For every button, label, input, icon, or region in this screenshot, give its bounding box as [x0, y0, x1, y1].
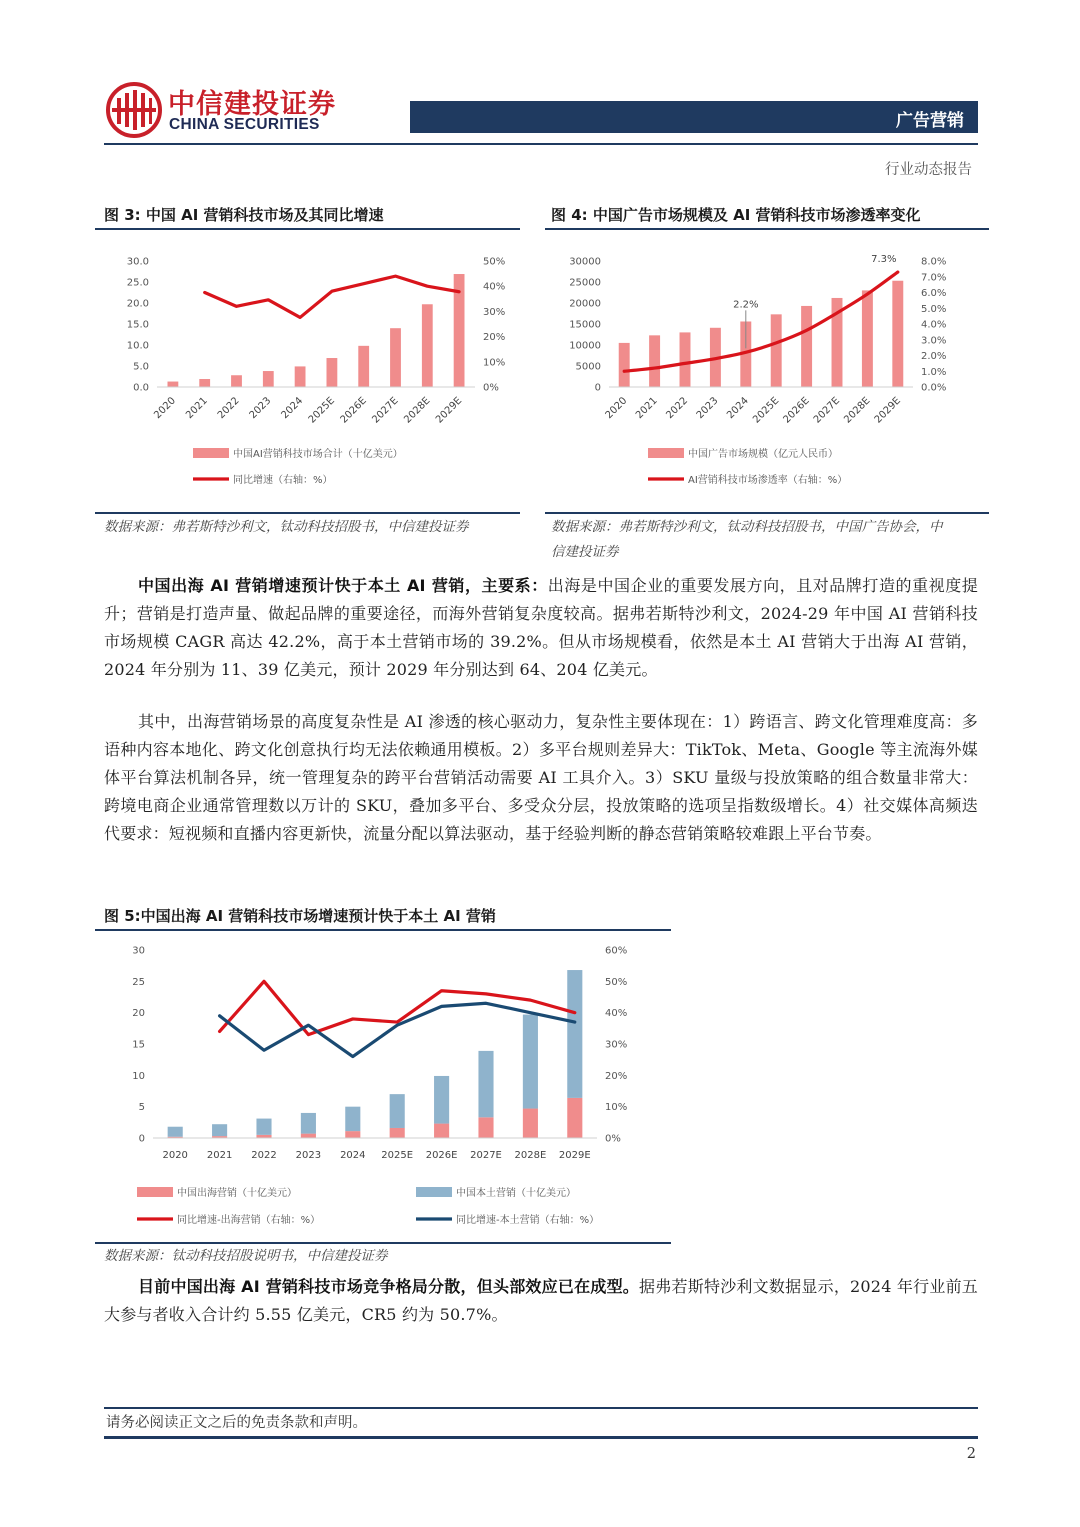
bar-primary [263, 371, 274, 387]
legend-label: 中国本土营销（十亿美元） [456, 1188, 576, 1199]
bar-primary [478, 1117, 493, 1138]
category-label: 2023 [247, 395, 274, 422]
bar-secondary [256, 1119, 271, 1135]
legend-label: 同比增速（右轴：%） [233, 475, 333, 486]
report-type: 行业动态报告 [885, 162, 972, 178]
bar-secondary [390, 1094, 405, 1128]
figure-5-source: 数据来源：钛动科技招股说明书，中信建投证券 [104, 1248, 388, 1264]
right-axis-tick-label: 20% [605, 1070, 628, 1082]
left-axis-tick-label: 15 [132, 1039, 145, 1051]
right-axis-tick-label: 50% [483, 256, 506, 268]
figure-4-top-rule [545, 228, 989, 230]
bar-primary [422, 304, 433, 387]
legend-swatch-bar [648, 448, 684, 458]
legend-label: 中国AI营销科技市场合计（十亿美元） [233, 449, 403, 460]
right-axis-tick-label: 40% [605, 1008, 628, 1020]
category-label: 2029E [558, 1150, 591, 1161]
left-axis-tick-label: 0 [594, 382, 601, 394]
paragraph-1-lead: 中国出海 AI 营销增速预计快于本土 AI 营销，主要系： [138, 576, 548, 595]
bar-secondary [301, 1113, 316, 1134]
bar-secondary [478, 1051, 493, 1117]
bar-primary [326, 358, 337, 387]
right-axis-tick-label: 10% [605, 1102, 628, 1114]
left-axis-tick-label: 30000 [569, 256, 601, 268]
figure-5-chart [95, 938, 671, 1240]
bar-primary [619, 343, 630, 387]
right-axis-tick-label: 60% [605, 945, 628, 957]
right-axis-tick-label: 7.0% [921, 272, 947, 284]
series-line-1 [624, 272, 898, 371]
right-axis-tick-label: 30% [605, 1039, 628, 1051]
figure-3-top-rule [95, 228, 520, 230]
bar-primary [523, 1109, 538, 1138]
left-axis-tick-label: 20.0 [126, 298, 149, 310]
paragraph-1 [104, 572, 978, 684]
bar-primary [892, 281, 903, 387]
category-label: 2028E [402, 395, 433, 426]
category-label: 2022 [251, 1150, 277, 1161]
figure-4-source-line1: 数据来源：弗若斯特沙利文，钛动科技招股书，中国广告协会，中 [551, 519, 943, 535]
bar-primary [199, 379, 210, 387]
category-label: 2027E [470, 1150, 502, 1161]
category-label: 2024 [279, 395, 306, 422]
left-axis-tick-label: 25 [132, 976, 145, 988]
left-axis-tick-label: 30 [132, 945, 145, 957]
left-axis-tick-label: 5 [138, 1102, 145, 1114]
legend-label: 同比增速-本土营销（右轴：%） [456, 1215, 600, 1226]
category-label: 2021 [633, 395, 660, 422]
category-label: 2027E [811, 395, 843, 426]
left-axis-tick-label: 25.0 [126, 277, 149, 289]
paragraph-2-text: 其中，出海营销场景的高度复杂性是 AI 渗透的核心驱动力，复杂性主要体现在：1）跨语言、跨文化管理难度高：多语种内容本地化、跨文化创意执行均无法依赖通用模板。2）多平台规则差异大：TikTok、Meta、Google 等主流海外媒体平台算法机制各异，统一管理复杂的跨平台营销活动需要 AI 工具介入。3）SKU 量级与投放策略的组合数量非常大：跨境电商企业通常管理数以万计的 SKU，叠加多平台、多受众分层，投放策略的选项呈指数级增长。4）社交媒体高频迭代要求：短视频和直播内容更新快，流量分配以算法驱动，基于经验判断的静态营销策略较难跟上平台节奏。 [104, 712, 978, 843]
figure-5-title: 图 5:中国出海 AI 营销科技市场增速预计快于本土 AI 营销 [104, 907, 496, 925]
bar-secondary [212, 1124, 227, 1136]
header-divider [104, 143, 978, 145]
bar-primary [390, 328, 401, 387]
category-label: 2023 [295, 1150, 322, 1161]
category-label: 2022 [215, 395, 242, 422]
category-label: 2026E [781, 395, 812, 426]
bar-secondary [168, 1127, 183, 1137]
right-axis-tick-label: 40% [483, 281, 506, 293]
category-label: 2025E [381, 1150, 414, 1161]
figure-4-title: 图 4: 中国广告市场规模及 AI 营销科技市场渗透率变化 [551, 206, 921, 224]
category-label: 2023 [694, 395, 721, 422]
right-axis-tick-label: 50% [605, 976, 628, 988]
bar-primary [649, 335, 660, 387]
paragraph-1-text: 出海是中国企业的重要发展方向，且对品牌打造的重视度提升；营销是打造声量、做起品牌的重要途径，而海外营销复杂度较高。据弗若斯特沙利文，2024-29 年中国 AI 营销科技市场规模 CAGR 高达 42.2%，高于本土营销市场的 39.2%。但从市场规模看，依然是本土 AI 营销大于出海 AI 营销，2024 年分别为 11、39 亿美元，预计 2029 年分别达到 64、204 亿美元。 [104, 576, 978, 679]
annotation-label: 2.2% [733, 299, 759, 311]
paragraph-2 [104, 708, 978, 848]
bar-primary [862, 290, 873, 387]
right-axis-tick-label: 0% [605, 1133, 621, 1145]
category-label: 2025E [751, 395, 782, 426]
category-label: 2024 [725, 395, 751, 422]
category-label: 2020 [603, 395, 630, 422]
footer-divider-thick [104, 1436, 978, 1439]
right-axis-tick-label: 3.0% [921, 335, 947, 347]
category-label: 2021 [206, 1150, 233, 1161]
right-axis-tick-label: 2.0% [921, 351, 947, 362]
figure-4-source-line2: 信建投证券 [551, 544, 619, 560]
category-label: 2029E [872, 395, 903, 426]
category-label: 2025E [306, 395, 338, 426]
category-label: 2021 [184, 395, 210, 422]
brand-logo-icon [106, 82, 162, 138]
right-axis-tick-label: 10% [483, 357, 506, 369]
left-axis-tick-label: 30.0 [126, 256, 149, 268]
figure-4-bottom-rule [545, 512, 989, 514]
figure-3-source: 数据来源：弗若斯特沙利文，钛动科技招股书，中信建投证券 [104, 519, 469, 535]
figure-3-chart [95, 240, 520, 510]
category-label: 2027E [370, 395, 401, 426]
legend-label: 中国广告市场规模（亿元人民币） [688, 449, 838, 460]
bar-primary [231, 375, 242, 387]
category-label: 2020 [162, 1150, 188, 1161]
category-label: 2024 [340, 1150, 366, 1161]
right-axis-tick-label: 20% [483, 332, 506, 344]
category-label: 2020 [152, 395, 179, 422]
right-axis-tick-label: 1.0% [921, 366, 947, 378]
brand-name-en: CHINA SECURITIES [169, 116, 320, 133]
figure-3-bottom-rule [95, 512, 520, 514]
bar-primary [167, 382, 178, 387]
category-label: 2026E [425, 1150, 458, 1161]
right-axis-tick-label: 4.0% [921, 319, 947, 331]
bar-primary [301, 1134, 316, 1138]
right-axis-tick-label: 5.0% [921, 303, 947, 315]
bar-primary [771, 314, 782, 387]
series-line-1 [205, 276, 459, 317]
category-label: 2022 [664, 395, 691, 422]
figure-4-chart [545, 240, 989, 510]
figure-5-top-rule [95, 929, 671, 931]
category-label: 2028E [514, 1150, 547, 1161]
category-label: 2029E [433, 395, 465, 426]
left-axis-tick-label: 10.0 [126, 340, 149, 352]
left-axis-tick-label: 20000 [569, 298, 601, 310]
legend-label: 同比增速-出海营销（右轴：%） [177, 1215, 321, 1226]
left-axis-tick-label: 10 [132, 1070, 145, 1082]
bar-primary [390, 1128, 405, 1138]
brand-name-cn: 中信建投证券 [168, 89, 336, 120]
bar-secondary [523, 1015, 538, 1109]
left-axis-tick-label: 25000 [569, 277, 601, 289]
figure-3-title: 图 3: 中国 AI 营销科技市场及其同比增速 [104, 206, 384, 224]
disclaimer-note: 请务必阅读正文之后的免责条款和声明。 [106, 1415, 367, 1431]
left-axis-tick-label: 15000 [569, 319, 601, 331]
report-category: 广告营销 [896, 111, 964, 131]
bar-primary [801, 306, 812, 387]
paragraph-3-text: 据弗若斯特沙利文数据显示，2024 年行业前五大参与者收入合计约 5.55 亿美元，CR5 约为 50.7%。 [104, 1277, 979, 1324]
right-axis-tick-label: 0% [483, 382, 499, 394]
left-axis-tick-label: 5.0 [133, 361, 149, 373]
annotation-label: 7.3% [871, 254, 897, 266]
right-axis-tick-label: 6.0% [921, 288, 947, 299]
legend-label: 中国出海营销（十亿美元） [177, 1188, 297, 1199]
bar-primary [434, 1124, 449, 1138]
legend-swatch-bar [416, 1187, 452, 1197]
figure-4-source [551, 515, 981, 565]
category-label: 2026E [338, 395, 369, 426]
paragraph-3 [104, 1273, 978, 1329]
bar-primary [680, 332, 691, 387]
left-axis-tick-label: 20 [132, 1008, 145, 1020]
right-axis-tick-label: 30% [483, 306, 506, 318]
header-bar [410, 101, 978, 133]
bar-primary [567, 1098, 582, 1138]
right-axis-tick-label: 8.0% [921, 256, 947, 268]
left-axis-tick-label: 5000 [575, 361, 601, 373]
right-axis-tick-label: 0.0% [921, 382, 947, 394]
bar-secondary [434, 1076, 449, 1124]
left-axis-tick-label: 0 [138, 1133, 145, 1145]
category-label: 2028E [842, 395, 873, 426]
bar-primary [345, 1131, 360, 1138]
bar-primary [295, 366, 306, 387]
bar-secondary [345, 1107, 360, 1131]
footer-divider [104, 1407, 978, 1409]
legend-swatch-bar [137, 1187, 173, 1197]
left-axis-tick-label: 0.0 [133, 382, 149, 394]
bar-primary [358, 346, 369, 387]
page-number: 2 [966, 1446, 976, 1462]
legend-swatch-bar [193, 448, 229, 458]
legend-label: AI营销科技市场渗透率（右轴：%） [688, 475, 848, 486]
paragraph-3-lead: 目前中国出海 AI 营销科技市场竞争格局分散，但头部效应已在成型。 [138, 1277, 640, 1296]
left-axis-tick-label: 10000 [569, 340, 601, 352]
left-axis-tick-label: 15.0 [126, 319, 149, 331]
bar-secondary [567, 970, 582, 1098]
series-line-2 [220, 1003, 575, 1056]
